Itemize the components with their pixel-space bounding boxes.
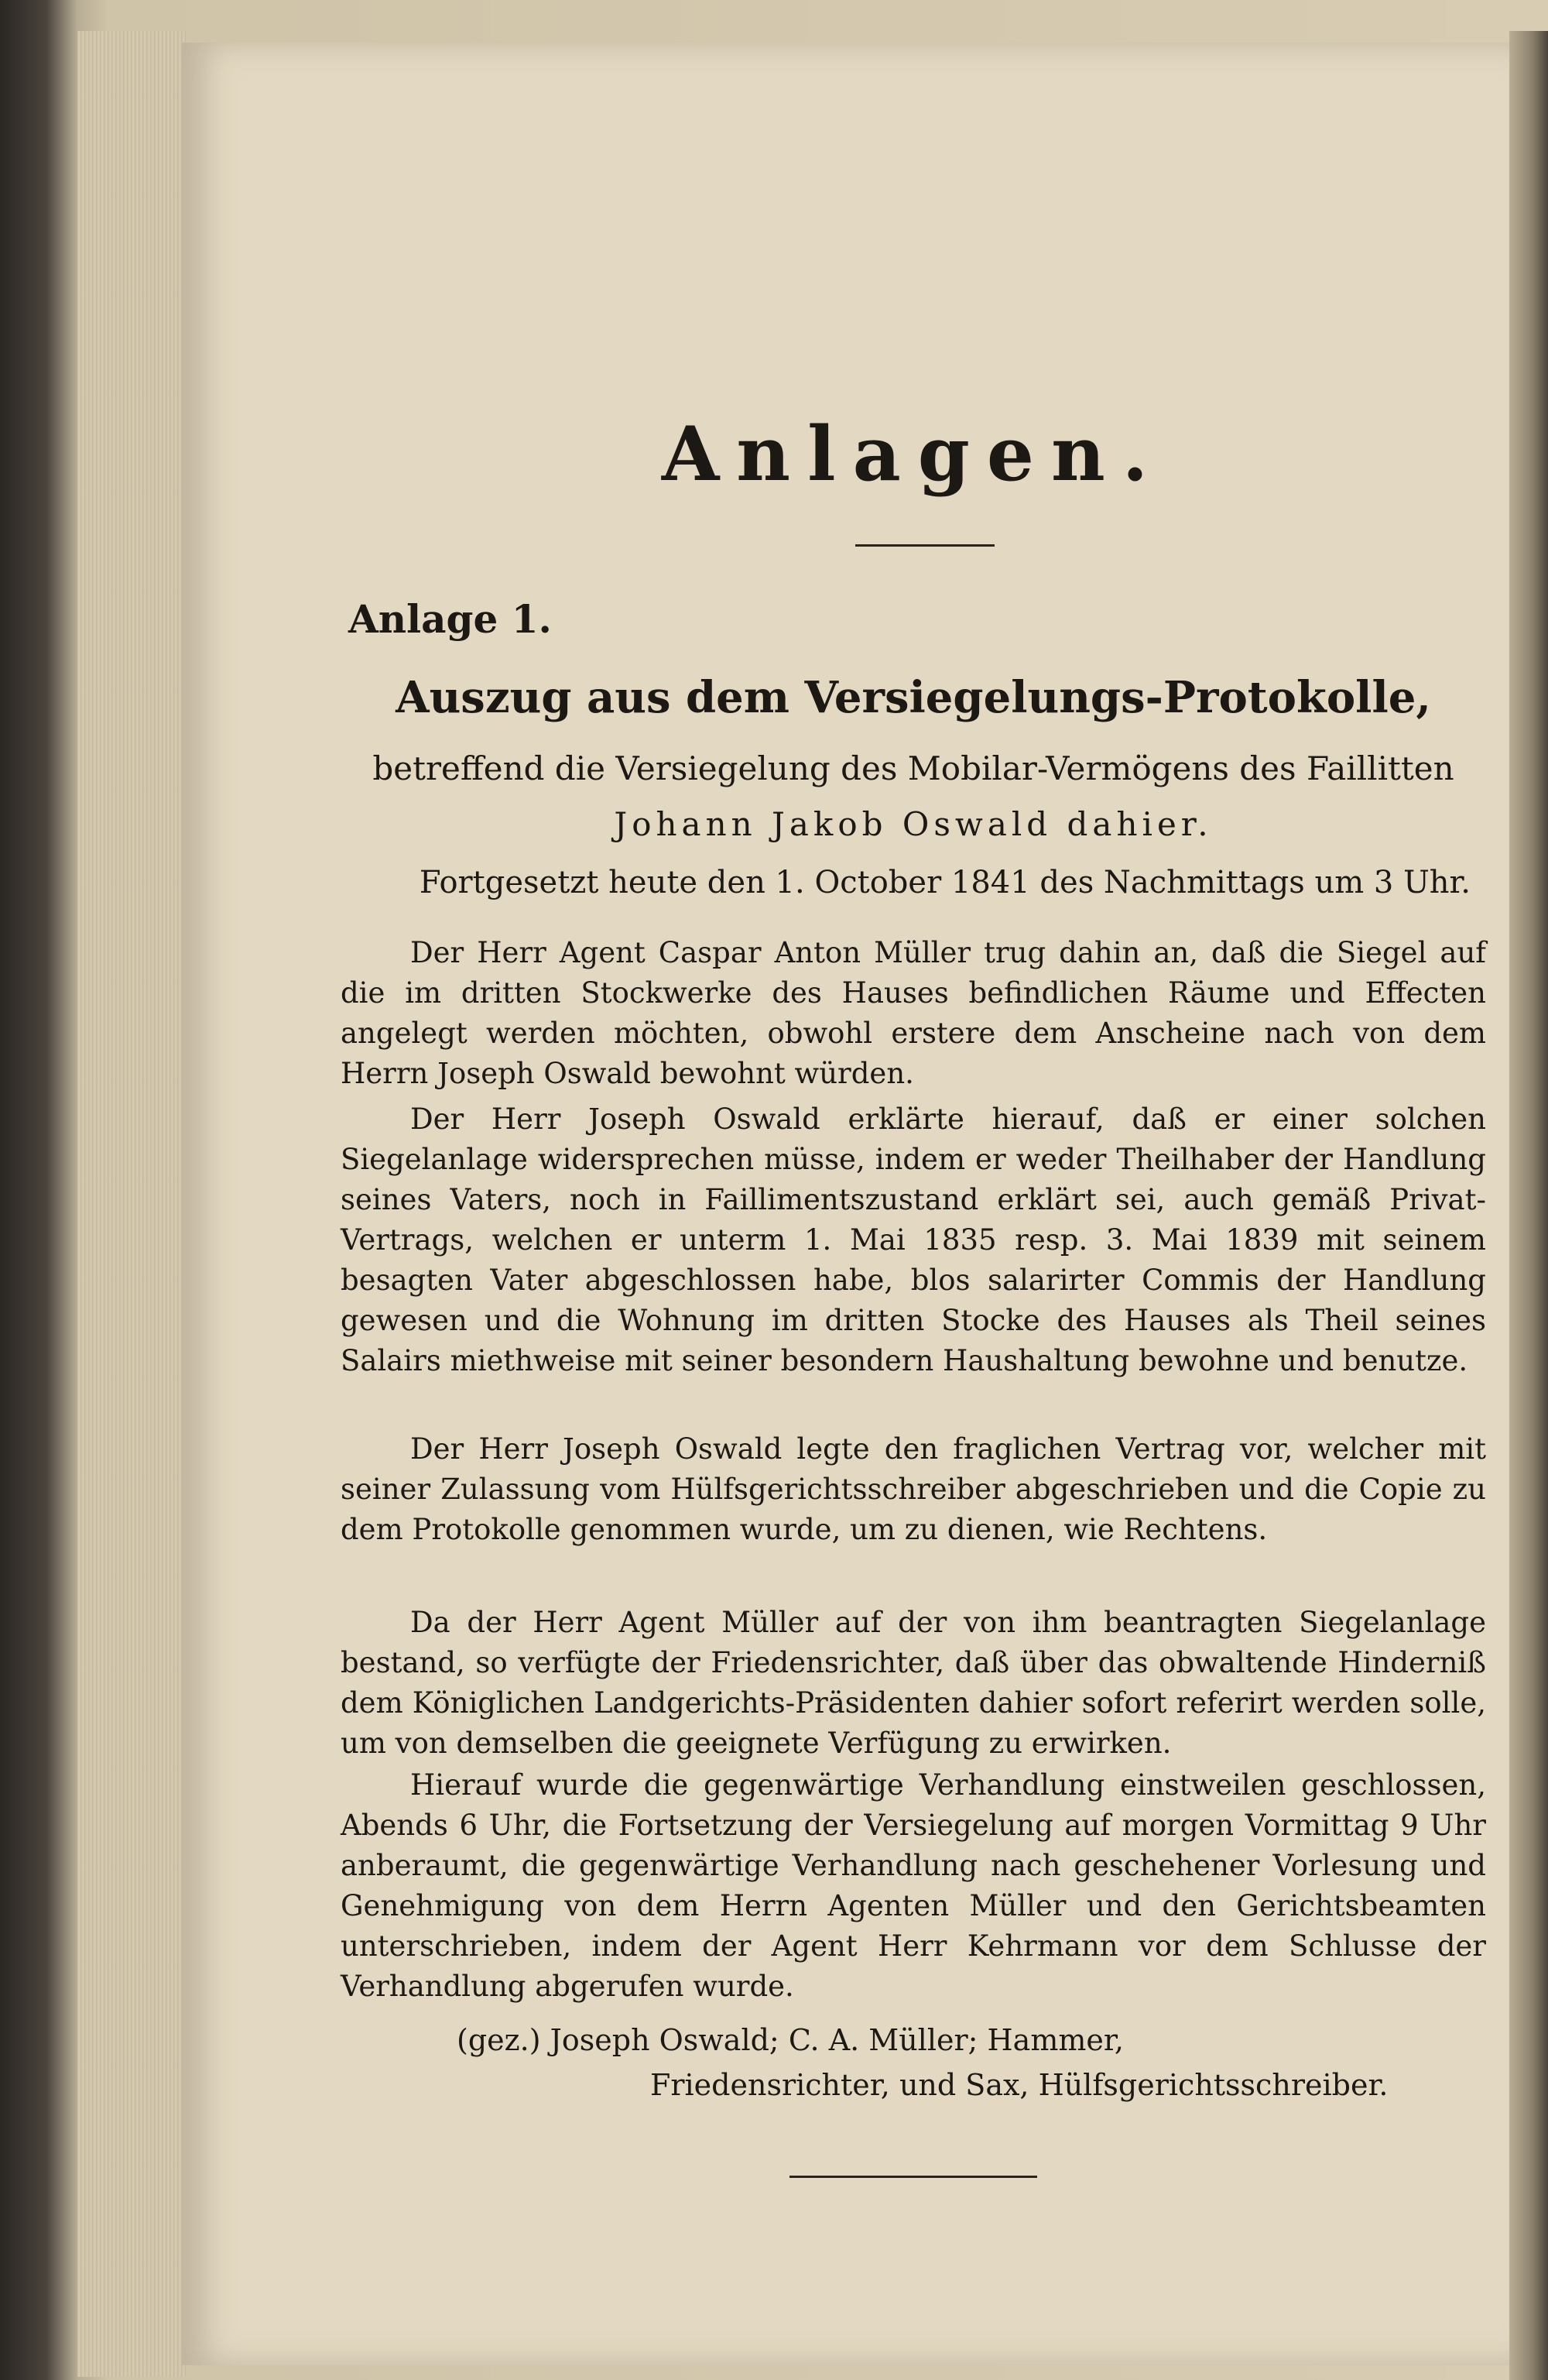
closing-rule xyxy=(789,2176,1037,2178)
title-rule xyxy=(855,544,995,547)
signature-line-1: (gez.) Joseph Oswald; C. A. Müller; Hammer, xyxy=(457,2023,1124,2057)
subheading-line-2: Johann Jakob Oswald dahier. xyxy=(614,805,1213,843)
paragraph: Der Herr Joseph Oswald erklärte hierauf, daß er einer solchen Siegelanlage widersprechen müsse, indem er weder Theilhaber der Handlung seines Vaters, noch in Faillimentszustand erklärt sei, auch gemäß Privat-Vertrags, welchen er unterm 1. Mai 1835 resp. 3. Mai 1839 mit seinem besagten Vater abgeschlossen habe, blos salarirter Commis der Handlung gewesen und die Wohnung im dritten Stocke des Hauses als Theil seines Salairs miethweise mit seiner besondern Haushaltung bewohne und benutze. xyxy=(341,1103,1486,1377)
paragraph: Der Herr Joseph Oswald legte den fraglichen Vertrag vor, welcher mit seiner Zulassung vom Hülfsgerichtsschreiber abgeschrieben und die Copie zu dem Protokolle genommen wurde, um zu dienen, wie Rechtens. xyxy=(341,1432,1486,1546)
main-title: Anlagen. xyxy=(661,410,1166,498)
anlage-label: Anlage 1. xyxy=(348,596,552,642)
paragraph: Der Herr Agent Caspar Anton Müller trug dahin an, daß die Siegel auf die im dritten Stockwerke des Hauses befindlichen Räume und Effecten angelegt werden möchten, obwohl erstere dem Anscheine nach von dem Herrn Joseph Oswald bewohnt würden. xyxy=(341,936,1486,1090)
book-right-edge xyxy=(1509,31,1548,2380)
signature-block xyxy=(457,2018,1486,2107)
section-heading: Auszug aus dem Versiegelungs-Protokolle, xyxy=(396,672,1431,723)
signature-line-2: Friedensrichter, und Sax, Hülfsgerichtsschreiber. xyxy=(650,2068,1389,2102)
paragraph: Da der Herr Agent Müller auf der von ihm beantragten Siegelanlage bestand, so verfügte der Friedensrichter, daß über das obwaltende Hinderniß dem Königlichen Landgerichts-Präsidenten dahier sofort referirt werden solle, um von demselben die geeignete Verfügung zu erwirken. xyxy=(341,1606,1486,1760)
subheading-line-1: betreffend die Versiegelung des Mobilar-Vermögens des Faillitten xyxy=(372,749,1454,787)
page-stack-edge xyxy=(77,31,186,2377)
paragraph: Hierauf wurde die gegenwärtige Verhandlung einstweilen geschlossen, Abends 6 Uhr, die Fortsetzung der Versiegelung auf morgen Vormittag 9 Uhr anberaumt, die gegenwärtige Verhandlung nach geschehener Vorlesung und Genehmigung von dem Herrn Agenten Müller und den Gerichtsbeamten unterschrieben, indem der Agent Herr Kehrmann vor dem Schlusse der Verhandlung abgerufen wurde. xyxy=(341,1768,1486,2003)
date-line: Fortgesetzt heute den 1. October 1841 des Nachmittags um 3 Uhr. xyxy=(419,865,1471,900)
